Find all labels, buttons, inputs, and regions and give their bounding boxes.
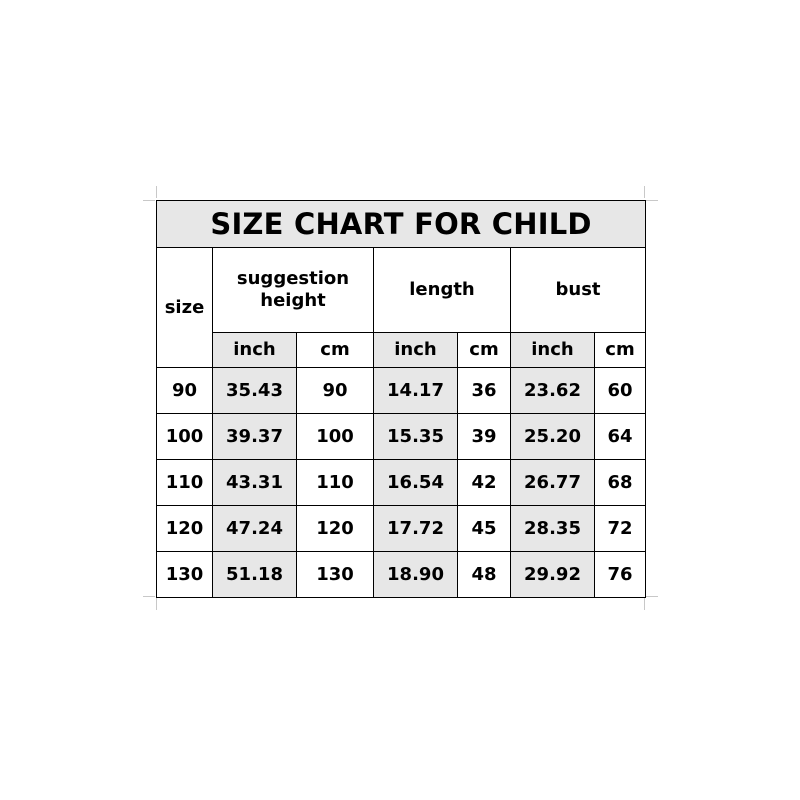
- height-cm-cell: 90: [297, 368, 374, 414]
- unit-row: [157, 333, 646, 368]
- height-cm-cell: 120: [297, 506, 374, 552]
- size-cell: 130: [157, 552, 213, 598]
- unit-header: inch: [213, 333, 297, 368]
- crop-mark: [143, 596, 155, 597]
- bust-cm-cell: 72: [595, 506, 646, 552]
- crop-mark: [156, 598, 157, 610]
- height-inch-cell: 51.18: [213, 552, 297, 598]
- table-row: [157, 460, 646, 506]
- length-inch-cell: 16.54: [374, 460, 458, 506]
- unit-header: cm: [458, 333, 511, 368]
- length-cm-cell: 48: [458, 552, 511, 598]
- table-row: [157, 506, 646, 552]
- crop-mark: [644, 186, 645, 198]
- unit-header: inch: [374, 333, 458, 368]
- length-inch-cell: 18.90: [374, 552, 458, 598]
- size-cell: 90: [157, 368, 213, 414]
- bust-inch-cell: 28.35: [511, 506, 595, 552]
- crop-mark: [156, 186, 157, 198]
- height-inch-cell: 35.43: [213, 368, 297, 414]
- table-row: [157, 414, 646, 460]
- bust-cm-cell: 76: [595, 552, 646, 598]
- height-cm-cell: 130: [297, 552, 374, 598]
- bust-cm-cell: 64: [595, 414, 646, 460]
- unit-header: cm: [297, 333, 374, 368]
- size-chart-table: [156, 200, 646, 598]
- header-row: [157, 248, 646, 333]
- bust-cm-cell: 60: [595, 368, 646, 414]
- length-inch-cell: 14.17: [374, 368, 458, 414]
- crop-mark: [143, 200, 155, 201]
- bust-header: bust: [511, 248, 646, 333]
- length-inch-cell: 17.72: [374, 506, 458, 552]
- height-inch-cell: 39.37: [213, 414, 297, 460]
- bust-inch-cell: 25.20: [511, 414, 595, 460]
- unit-header: cm: [595, 333, 646, 368]
- unit-header: inch: [511, 333, 595, 368]
- size-header: size: [157, 248, 213, 368]
- length-cm-cell: 39: [458, 414, 511, 460]
- size-cell: 110: [157, 460, 213, 506]
- length-cm-cell: 36: [458, 368, 511, 414]
- size-cell: 120: [157, 506, 213, 552]
- height-inch-cell: 47.24: [213, 506, 297, 552]
- length-cm-cell: 42: [458, 460, 511, 506]
- height-inch-cell: 43.31: [213, 460, 297, 506]
- crop-mark: [646, 596, 658, 597]
- bust-inch-cell: 29.92: [511, 552, 595, 598]
- length-cm-cell: 45: [458, 506, 511, 552]
- length-inch-cell: 15.35: [374, 414, 458, 460]
- length-header: length: [374, 248, 511, 333]
- height-cm-cell: 100: [297, 414, 374, 460]
- table-row: [157, 368, 646, 414]
- bust-inch-cell: 23.62: [511, 368, 595, 414]
- bust-cm-cell: 68: [595, 460, 646, 506]
- chart-title: SIZE CHART FOR CHILD: [157, 201, 646, 248]
- crop-mark: [646, 200, 658, 201]
- bust-inch-cell: 26.77: [511, 460, 595, 506]
- size-cell: 100: [157, 414, 213, 460]
- crop-mark: [644, 598, 645, 610]
- title-row: [157, 201, 646, 248]
- suggestion-height-header: suggestion height: [213, 248, 374, 333]
- table-row: [157, 552, 646, 598]
- height-cm-cell: 110: [297, 460, 374, 506]
